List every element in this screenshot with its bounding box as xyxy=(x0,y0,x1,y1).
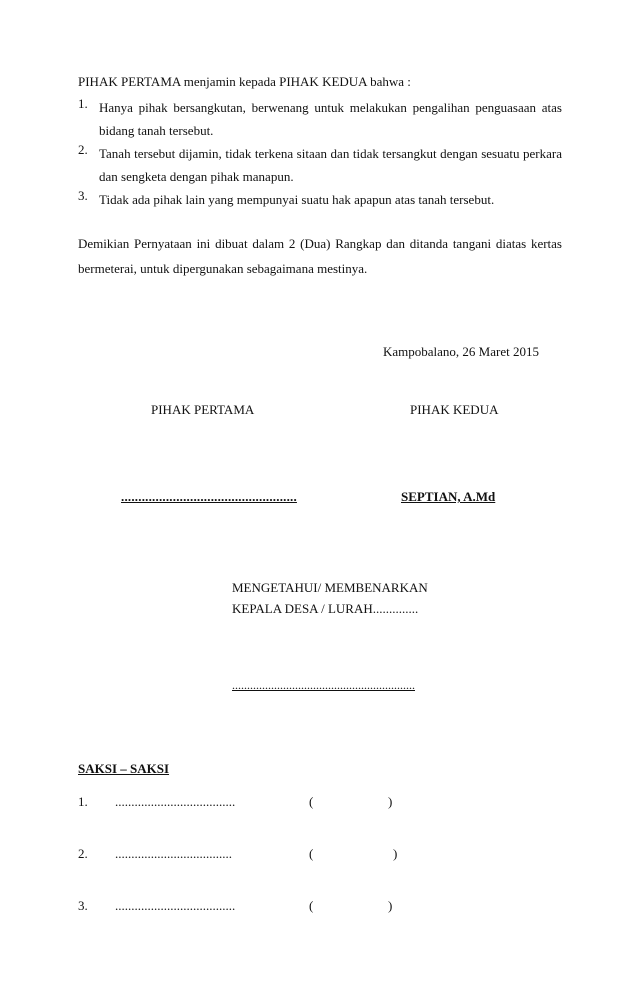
party-second-signature-name: SEPTIAN, A.Md xyxy=(401,489,496,504)
witness-open-paren: ( xyxy=(309,794,314,809)
item-number: 2. xyxy=(78,142,88,157)
guarantee-item: Tanah tersebut dijamin, tidak terkena sitaan dan tidak tersangkut dengan sesuatu perkara dan sengketa dengan pihak manapun. xyxy=(99,146,562,184)
acknowledge-title: KEPALA DESA / LURAH.............. xyxy=(232,601,419,616)
item-number: 1. xyxy=(78,96,88,111)
witness-number: 2. xyxy=(78,846,88,861)
party-first-label: PIHAK PERTAMA xyxy=(151,402,255,417)
acknowledge-heading: MENGETAHUI/ MEMBENARKAN xyxy=(232,580,428,595)
intro-statement: PIHAK PERTAMA menjamin kepada PIHAK KEDUA bahwa : xyxy=(78,74,411,89)
party-first-signature-line: ................................................... xyxy=(121,489,297,504)
witness-name-line: ..................................... xyxy=(115,898,236,913)
party-second-label: PIHAK KEDUA xyxy=(410,402,499,417)
witness-close-paren: ) xyxy=(388,898,393,913)
witness-close-paren: ) xyxy=(393,846,398,861)
witness-close-paren: ) xyxy=(388,794,393,809)
witness-number: 1. xyxy=(78,794,88,809)
witness-open-paren: ( xyxy=(309,846,314,861)
place-date: Kampobalano, 26 Maret 2015 xyxy=(383,344,539,359)
witness-open-paren: ( xyxy=(309,898,314,913)
witness-number: 3. xyxy=(78,898,88,913)
witness-name-line: ..................................... xyxy=(115,794,236,809)
closing-paragraph: Demikian Pernyataan ini dibuat dalam 2 (Dua) Rangkap dan ditanda tangani diatas kertas bermeterai, untuk dipergunakan sebagaimana mestinya. xyxy=(78,236,562,276)
item-number: 3. xyxy=(78,188,88,203)
village-head-signature-line: ............................................................. xyxy=(232,678,415,692)
guarantee-item: Tidak ada pihak lain yang mempunyai suatu hak apapun atas tanah tersebut. xyxy=(99,192,495,207)
witness-heading: SAKSI – SAKSI xyxy=(78,761,170,776)
guarantee-item: Hanya pihak bersangkutan, berwenang untuk melakukan pengalihan penguasaan atas bidang tanah tersebut. xyxy=(99,100,562,138)
witness-name-line: .................................... xyxy=(115,846,232,861)
